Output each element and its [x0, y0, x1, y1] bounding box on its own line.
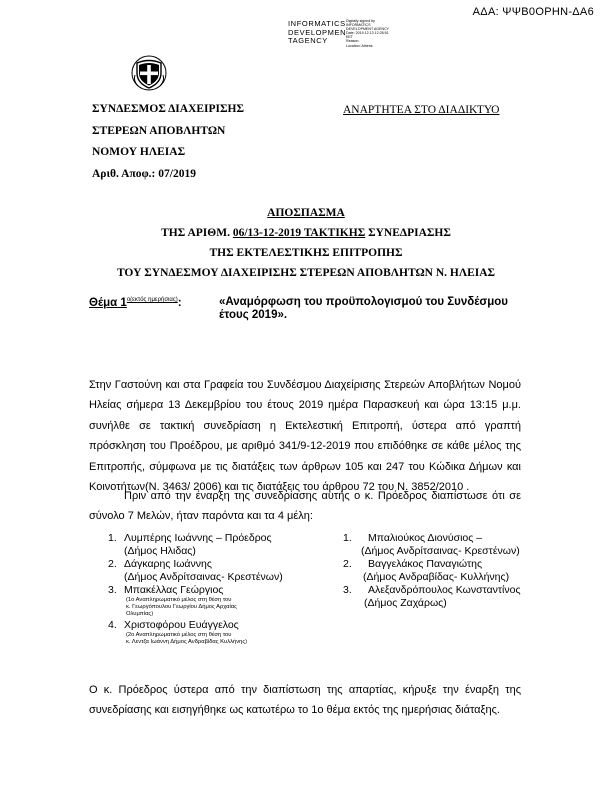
- item-number: 3.: [108, 584, 117, 596]
- ida-tiny-line: DEVELOPMENT AGENCY: [346, 27, 390, 32]
- member-name: Λυμπέρης Ιωάννης – Πρόεδρος: [124, 532, 272, 544]
- note-line: (2ο Αναπληρωματικό μέλος στη θέση του: [126, 632, 232, 638]
- member-name: Μπακέλλας Γεώργιος: [124, 584, 224, 596]
- substitute-note: [108, 632, 328, 648]
- quorum-paragraph: Πριν από την έναρξη της συνεδρίασης αυτής ο κ. Πρόεδρος διαπίστωσε ότι σε σύνολο 7 Μελών, ήταν παρόντα και τα 4 μέλη:: [89, 490, 521, 523]
- intro-paragraph: Στην Γαστούνη και στα Γραφεία του Συνδέσμου Διαχείρισης Στερεών Αποβλήτων Νομού Ηλείας σήμερα 13 Δεκεμβρίου του έτους 2019 ημέρα Παρασκευή και ώρα 13:15 μ.μ. συνήλθε σε τακτική συνεδρίαση η Εκτελεστική Επιτροπή, ύστερα από γραπτή πρόσκληση του Προέδρου, με αριθμό 341/9-12-2019 που επιδόθηκε σε κάθε μέλος της Επιτροπής, σύμφωνα με τις διατάξεις των άρθρων 105 και 247 του Κώδικα Δήμων και Κοινοτήτων(Ν. 3463/ 2006) και τις διατάξεις του άρθρου 72 του Ν. 3852/2010 .: [89, 379, 521, 494]
- note-line: κ. Λεντζα Ιωάννη Δήμος Ανδραβίδας Κυλλήνης): [126, 639, 248, 645]
- subject-colon: :: [177, 297, 182, 309]
- substitute-note: [108, 597, 328, 619]
- session-prefix: ΤΗΣ ΑΡΙΘΜ.: [161, 227, 233, 239]
- ida-tiny-line: Digitally signed by: [346, 19, 375, 23]
- item-number: 1.: [343, 532, 352, 544]
- ida-tiny-line: Date: 2019.12.13 12:28:51: [346, 31, 389, 36]
- session-line: [0, 223, 612, 243]
- org-name-line: ΣΥΝΔΕΣΜΟΣ ΔΙΑΧΕΙΡΙΣΗΣ: [92, 103, 245, 115]
- publish-note: ΑΝΑΡΤΗΤΕΑ ΣΤΟ ΔΙΑΔΙΚΤΥΟ: [343, 104, 500, 116]
- member-name: Δάγκαρης Ιωάννης: [124, 558, 212, 570]
- extract-title: ΑΠΟΣΠΑΣΜΑ: [267, 207, 345, 219]
- item-number: 4.: [108, 619, 117, 631]
- list-item: [343, 532, 543, 545]
- member-municipality: (Δήμος Ζαχάρως): [364, 597, 447, 609]
- association-line: ΤΟΥ ΣΥΝΔΕΣΜΟΥ ΔΙΑΧΕΙΡΙΣΗΣ ΣΤΕΡΕΩΝ ΑΠΟΒΛΗΤΩΝ Ν. ΗΛΕΙΑΣ: [116, 267, 496, 279]
- subject-superscript: ο(εκτός ημερήσιας): [126, 297, 178, 303]
- item-number: 2.: [108, 558, 117, 570]
- ida-signature-block: [288, 20, 346, 46]
- ida-title-line: DEVELOPMEN: [288, 27, 347, 37]
- list-item: [343, 571, 543, 584]
- subject-block: [89, 294, 508, 321]
- note-line: κ. Γεωργόπουλου Γεωργίου Δήμος Αρχαίας: [126, 604, 237, 610]
- absent-members-list: [343, 532, 543, 610]
- member-name: Βαγγελάκος Παναγιώτης: [368, 558, 483, 570]
- member-municipality: (Δήμος Ανδρίτσαινας- Κρεστένων): [361, 545, 520, 557]
- ida-title-line: TAGENCY: [288, 36, 328, 45]
- member-name: Αλεξανδρόπουλος Κωνσταντίνος: [368, 584, 521, 596]
- closing-paragraph: Ο κ. Πρόεδρος ύστερα από την διαπίστωση της απαρτίας, κήρυξε την έναρξη της συνεδρίασης και εισηγήθηκε ως κατωτέρω το 1ο θέμα εκτός της ημερήσιας διάταξης.: [89, 684, 521, 717]
- ida-tiny-line: Reason:: [346, 39, 360, 44]
- item-number: 2.: [343, 558, 352, 570]
- ida-tiny-line: Location: Athens: [346, 43, 373, 48]
- ada-code: ΑΔΑ: ΨΨΒ0ΟΡΗΝ-ΔΑ6: [472, 6, 594, 18]
- ida-title-line: INFORMATICS: [288, 19, 346, 28]
- member-name: Χριστοφόρου Ευάγγελος: [124, 619, 239, 631]
- list-item: [108, 584, 328, 597]
- member-name: Μπαλιούκος Διονύσιος –: [368, 532, 483, 544]
- committee-line: ΤΗΣ ΕΚΤΕΛΕΣΤΙΚΗΣ ΕΠΙΤΡΟΠΗΣ: [209, 247, 403, 259]
- issuer-header: [92, 99, 244, 185]
- list-item: [343, 584, 543, 597]
- list-item: [343, 558, 543, 571]
- session-suffix: ΣΥΝΕΔΡΙΑΣΗΣ: [365, 227, 451, 239]
- extract-heading: [0, 203, 612, 283]
- note-line: (1ο Αναπληρωματικό μέλος στη θέση του: [126, 597, 232, 603]
- org-name-line: ΣΤΕΡΕΩΝ ΑΠΟΒΛΗΤΩΝ: [92, 124, 226, 137]
- subject-label: Θέμα 1: [89, 297, 127, 309]
- list-item: [108, 558, 328, 571]
- subject-text: «Αναμόρφωση του προϋπολογισμού του Συνδέσμου έτους 2019».: [219, 296, 508, 321]
- item-number: 1.: [108, 532, 117, 544]
- present-members-list: [108, 532, 328, 648]
- member-municipality: (Δήμος Ανδραβίδας- Κυλλήνης): [363, 571, 510, 583]
- member-municipality: (Δήμος Ηλιδας): [124, 545, 196, 557]
- list-item: [108, 532, 328, 545]
- member-municipality: (Δήμος Ανδρίτσαινας- Κρεστένων): [124, 571, 283, 583]
- ida-tiny-line: EET: [346, 35, 353, 40]
- list-item: [108, 545, 328, 558]
- session-number: 06/13-12-2019 ΤΑΚΤΙΚΗΣ: [232, 227, 366, 239]
- ida-tiny-line: INFORMATICS: [346, 23, 371, 28]
- list-item: [108, 571, 328, 584]
- greek-coat-of-arms-icon: [131, 55, 167, 91]
- list-item: [343, 597, 543, 610]
- ida-signature-details: [346, 19, 389, 48]
- org-name-line: ΝΟΜΟΥ ΗΛΕΙΑΣ: [92, 146, 186, 158]
- list-item: [108, 619, 328, 632]
- decision-number: Αριθ. Αποφ.: 07/2019: [92, 167, 196, 180]
- item-number: 3.: [343, 584, 352, 596]
- note-line: Ολυμπίας): [126, 611, 154, 617]
- list-item: [343, 545, 543, 558]
